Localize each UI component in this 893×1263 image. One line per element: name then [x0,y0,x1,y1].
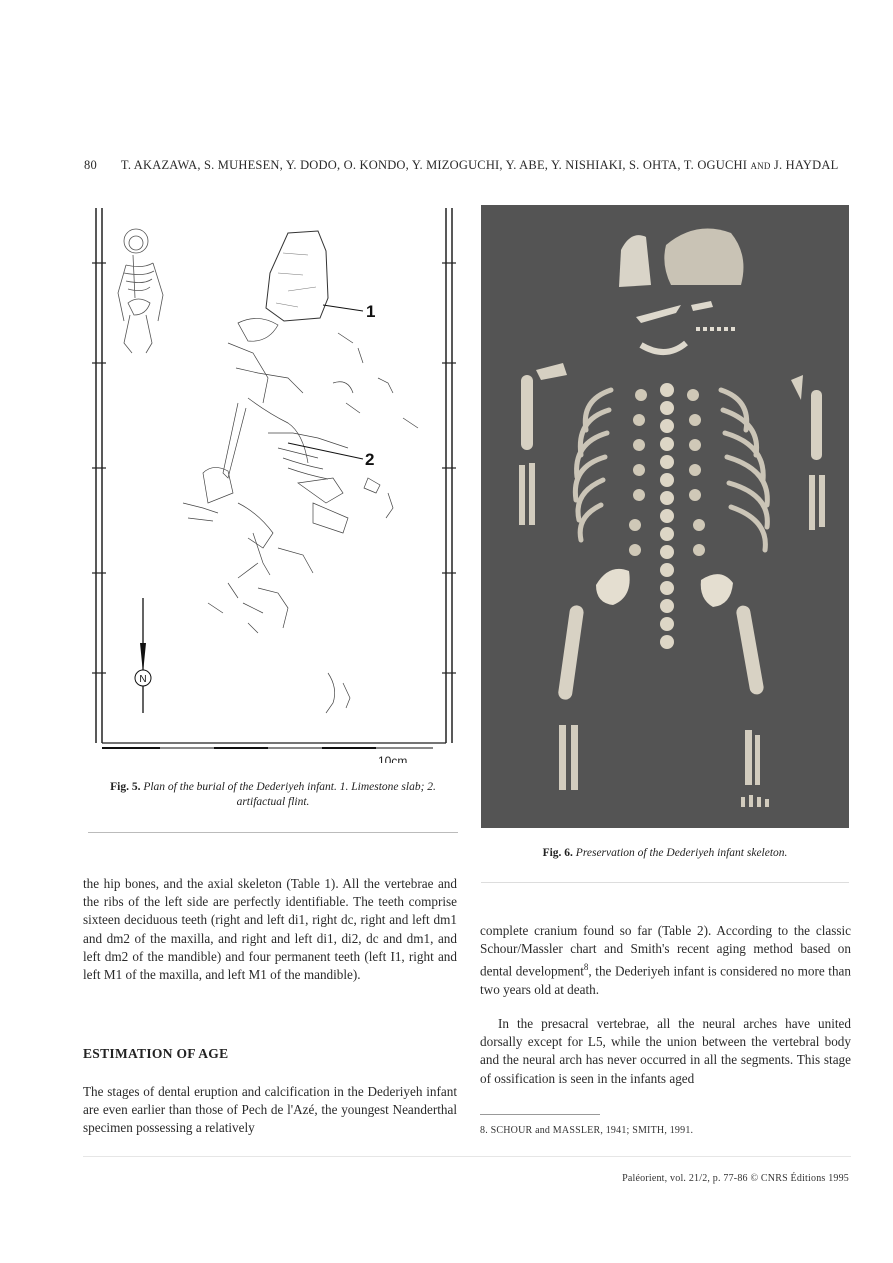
figure-6-label: Fig. 6. [542,847,573,859]
scale-bar-label: 10cm [378,754,408,763]
right-paragraph-1-end: , the Dederiyeh infant is considered no more than two years old at death. [480,963,851,997]
north-arrow-label: N [139,674,147,685]
page-number: 80 [84,158,97,172]
callout-1: 1 [366,302,376,321]
figure-5-caption-text: Plan of the burial of the Dederiyeh infant. 1. Limestone slab; 2. artifactual flint. [143,781,436,808]
figure-5-rule [88,832,458,833]
skeleton-photograph [481,205,849,828]
burial-plan-drawing [88,203,458,763]
section-heading: ESTIMATION OF AGE [83,1046,229,1061]
footnote: 8. SCHOUR and MASSLER, 1941; SMITH, 1991. [480,1125,694,1136]
left-paragraph-1: the hip bones, and the axial skeleton (Table 1). All the vertebrae and the ribs of the left side are perfectly identifiable. The teeth comprise sixteen deciduous teeth (right and left di1, right dc, right and left dm1 and dm2 of the maxilla, and right and left di1, di2, dc and dm1, and left dm2 of the mandible) and four permanent teeth (left I1, right and left M1 of the maxilla, and left M1 of the mandible). [83,876,457,983]
callout-2: 2 [365,450,375,469]
figure-5-label: Fig. 5. [110,781,141,793]
right-paragraph-1 [480,922,851,999]
right-paragraph-2: In the presacral vertebrae, all the neural arches have united dorsally except for L5, while the union between the vertebral body and the neural arch has never occurred in all the segments. This stage of ossification is seen in the infants aged [480,1016,851,1086]
burial-plan-figure [88,203,458,763]
figure-6-caption [481,846,849,861]
author-list: T. AKAZAWA, S. MUHESEN, Y. DODO, O. KONDO, Y. MIZOGUCHI, Y. ABE, Y. NISHIAKI, S. OHTA, T. OGUCHI and J. HAYDAL [120,158,839,172]
figure-6-caption-text: Preservation of the Dederiyeh infant skeleton. [575,847,788,859]
footnote-rule [480,1114,600,1115]
skeleton-photo-illustration [481,205,849,828]
footer-rule [83,1156,851,1157]
figure-5-caption [88,780,458,810]
journal-footer: Paléorient, vol. 21/2, p. 77-86 © CNRS Éditions 1995 [622,1173,849,1184]
footnote-marker: 8 [583,962,589,973]
left-paragraph-2: The stages of dental eruption and calcification in the Dederiyeh infant are even earlier than those of Pech de l'Azé, the youngest Neanderthal specimen possessing a relatively [83,1084,457,1136]
running-head [84,158,854,173]
right-paragraph-1-start: complete cranium found so far (Table 2). According to the classic Schour/Massler chart and Smith's recent aging method based on dental development [480,923,851,979]
figure-6-rule [481,882,849,883]
